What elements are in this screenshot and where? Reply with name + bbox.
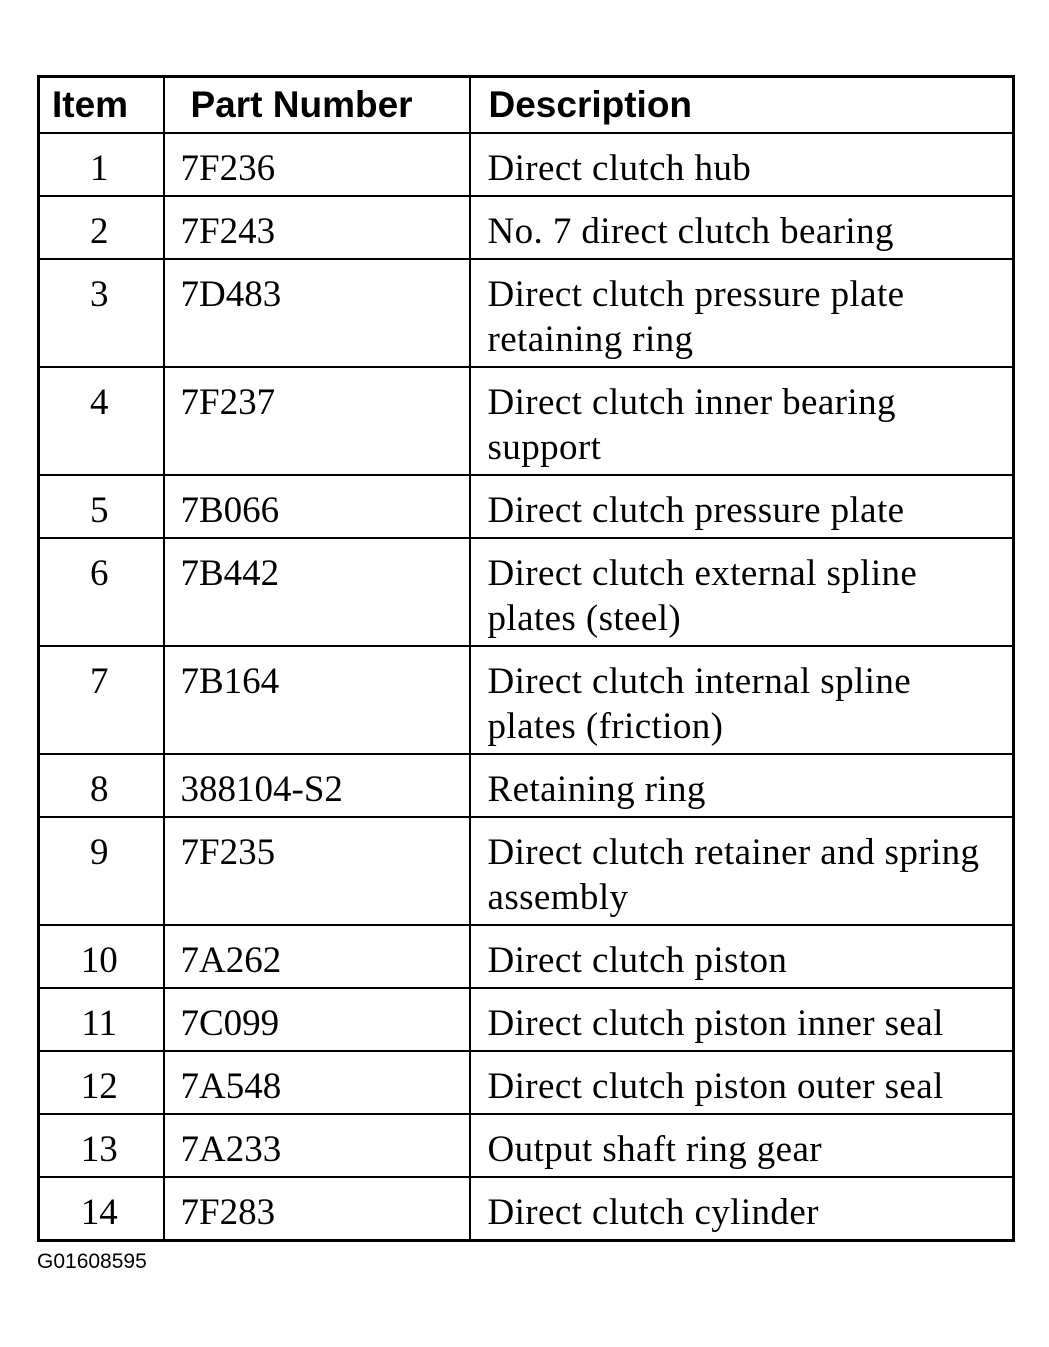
item-cell: 14 [39, 1177, 164, 1241]
table-row [39, 754, 1014, 817]
description-cell: Direct clutch internal spline plates (friction) [470, 646, 1014, 754]
table-row [39, 925, 1014, 988]
parts-table [37, 75, 1015, 1242]
table-row [39, 1114, 1014, 1177]
description-cell: Direct clutch pressure plate [470, 475, 1014, 538]
description-cell: Direct clutch pressure plate retaining ring [470, 259, 1014, 367]
part-number-cell: 7F283 [164, 1177, 470, 1241]
description-cell: Direct clutch piston outer seal [470, 1051, 1014, 1114]
description-cell: Direct clutch retainer and spring assembly [470, 817, 1014, 925]
part-number-cell: 7A262 [164, 925, 470, 988]
description-cell: No. 7 direct clutch bearing [470, 196, 1014, 259]
part-number-cell: 7F237 [164, 367, 470, 475]
table-header-row [39, 77, 1014, 133]
item-cell: 5 [39, 475, 164, 538]
header-item: Item [39, 77, 164, 133]
part-number-cell: 7B164 [164, 646, 470, 754]
table-row [39, 988, 1014, 1051]
item-cell: 4 [39, 367, 164, 475]
part-number-cell: 7B442 [164, 538, 470, 646]
item-cell: 11 [39, 988, 164, 1051]
item-cell: 9 [39, 817, 164, 925]
description-cell: Direct clutch hub [470, 133, 1014, 196]
table-row [39, 1177, 1014, 1241]
description-cell: Direct clutch inner bearing support [470, 367, 1014, 475]
figure-id: G01608595 [37, 1250, 147, 1273]
description-cell: Direct clutch piston inner seal [470, 988, 1014, 1051]
description-cell: Direct clutch external spline plates (steel) [470, 538, 1014, 646]
table-row [39, 196, 1014, 259]
table-row [39, 1051, 1014, 1114]
item-cell: 1 [39, 133, 164, 196]
part-number-cell: 7A548 [164, 1051, 470, 1114]
item-cell: 13 [39, 1114, 164, 1177]
part-number-cell: 7A233 [164, 1114, 470, 1177]
item-cell: 8 [39, 754, 164, 817]
header-description: Description [470, 77, 1014, 133]
item-cell: 10 [39, 925, 164, 988]
header-part-number: Part Number [164, 77, 470, 133]
item-cell: 7 [39, 646, 164, 754]
description-cell: Output shaft ring gear [470, 1114, 1014, 1177]
table-row [39, 538, 1014, 646]
part-number-cell: 7F243 [164, 196, 470, 259]
part-number-cell: 7C099 [164, 988, 470, 1051]
item-cell: 2 [39, 196, 164, 259]
table-row [39, 259, 1014, 367]
description-cell: Direct clutch cylinder [470, 1177, 1014, 1241]
item-cell: 3 [39, 259, 164, 367]
table-row [39, 367, 1014, 475]
table-row [39, 646, 1014, 754]
part-number-cell: 7B066 [164, 475, 470, 538]
part-number-cell: 7D483 [164, 259, 470, 367]
table-row [39, 475, 1014, 538]
item-cell: 6 [39, 538, 164, 646]
part-number-cell: 388104-S2 [164, 754, 470, 817]
part-number-cell: 7F235 [164, 817, 470, 925]
table-row [39, 817, 1014, 925]
part-number-cell: 7F236 [164, 133, 470, 196]
item-cell: 12 [39, 1051, 164, 1114]
table-row [39, 133, 1014, 196]
description-cell: Retaining ring [470, 754, 1014, 817]
description-cell: Direct clutch piston [470, 925, 1014, 988]
